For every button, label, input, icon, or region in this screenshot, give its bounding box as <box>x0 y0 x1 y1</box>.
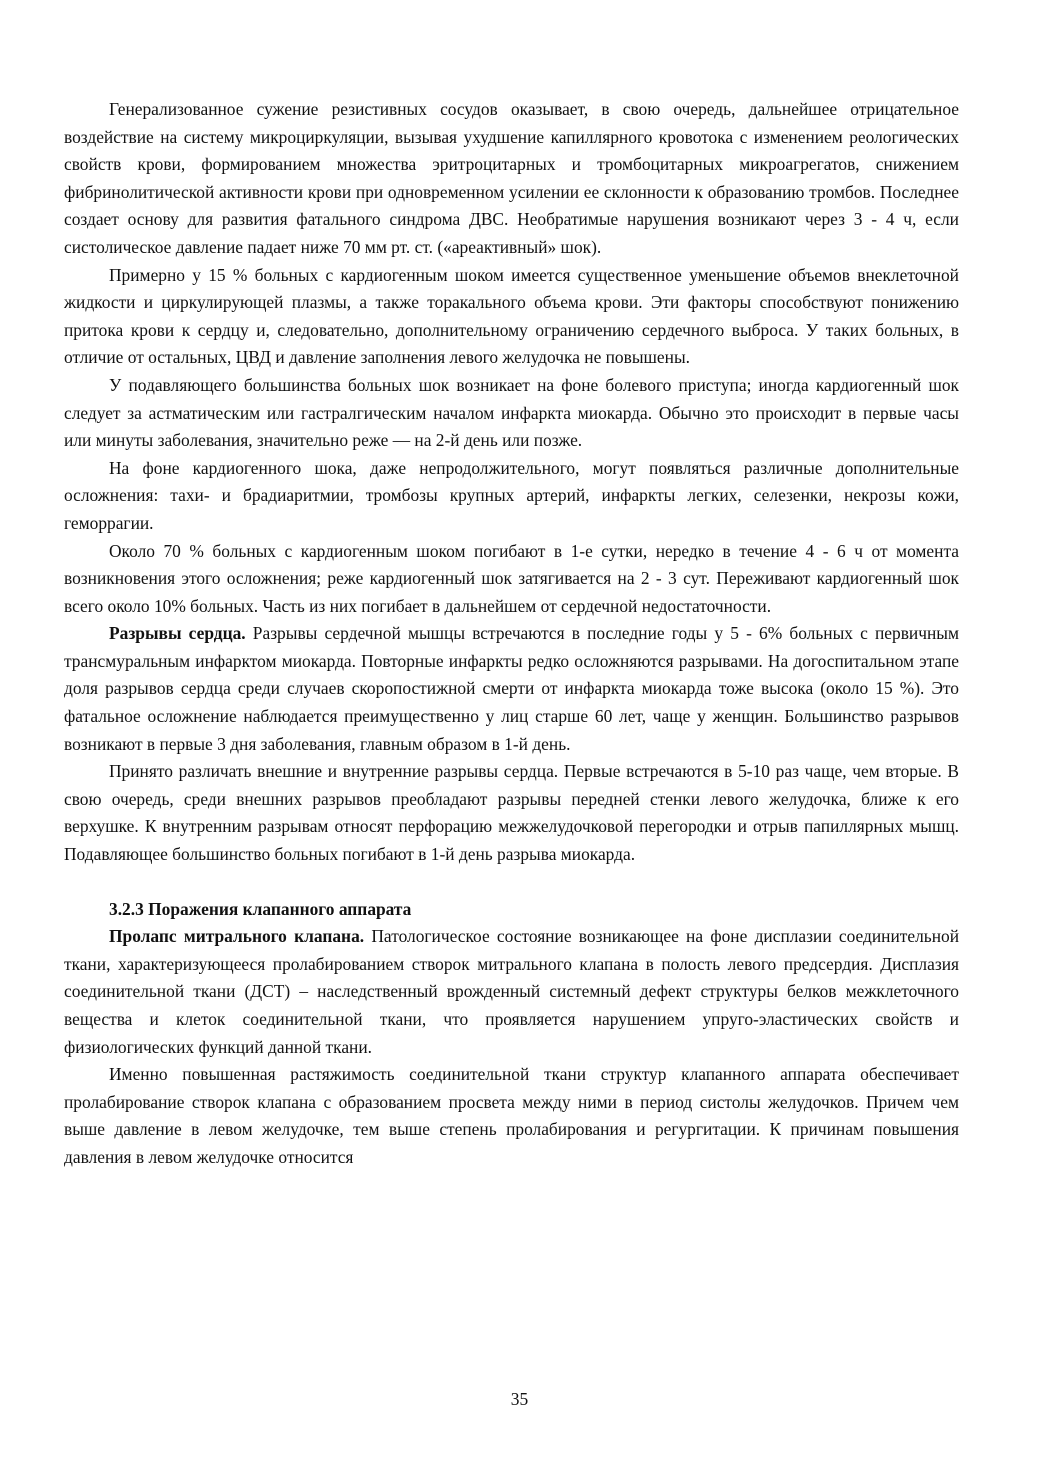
paragraph-lead-term: Пролапс митрального клапана. <box>109 926 365 947</box>
paragraph-shock-onset <box>64 372 959 455</box>
paragraph-text: У подавляющего большинства больных шок возникает на фоне болевого приступа; иногда кардиогенный шок следует за астматическим или гастралгическим началом инфаркта миокарда. Обычно это происходит в первые часы или минуты заболевания, значительно реже — на 2-й день или позже. <box>64 374 959 451</box>
paragraph-heart-ruptures <box>64 620 959 758</box>
paragraph-text: Именно повышенная растяжимость соединительной ткани структур клапанного аппарата обеспечивает пролабирование створок клапана с образованием просвета между ними в период систолы желудочков. Причем чем выше давление в левом желудочке, тем выше степень пролабирования и регургитации. К причинам повышения давления в левом желудочке относится <box>64 1064 959 1167</box>
paragraph-mortality <box>64 538 959 621</box>
paragraph-complications <box>64 455 959 538</box>
paragraph-rupture-types <box>64 758 959 868</box>
section-heading: 3.2.3 Поражения клапанного аппарата <box>109 898 412 919</box>
paragraph-text: Генерализованное сужение резистивных сосудов оказывает, в свою очередь, дальнейшее отрицательное воздействие на систему микроциркуляции, вызывая ухудшение капиллярного кровотока с изменением реологических свойств крови, формированием множества эритроцитарных и тромбоцитарных микроагрегатов, снижением фибринолитической активности крови при одновременном усилении ее склонности к образованию тромбов. Последнее создает основу для развития фатального синдрома ДВС. Необратимые нарушения возникают через 3 - 4 ч, если систолическое давление падает ниже 70 мм рт. ст. («ареактивный» шок). <box>64 99 959 257</box>
paragraph-text: Разрывы сердечной мышцы встречаются в последние годы у 5 - 6% больных с первичным трансмуральным инфарктом миокарда. Повторные инфаркты редко осложняются разрывами. На догоспитальном этапе доля разрывов сердца среди случаев скоропостижной смерти от инфаркта миокарда тоже высока (около 15 %). Это фатальное осложнение наблюдается преимущественно у лиц старше 60 лет, чаще у женщин. Большинство разрывов возникают в первые 3 дня заболевания, главным образом в 1-й день. <box>64 623 959 754</box>
paragraph-hypovolemia <box>64 262 959 372</box>
paragraph-text: Примерно у 15 % больных с кардиогенным шоком имеется существенное уменьшение объемов внеклеточной жидкости и циркулирующей плазмы, а также торакального объема крови. Эти факторы способствуют понижению притока крови к сердцу и, следовательно, дополнительному ограничению сердечного выброса. У таких больных, в отличие от остальных, ЦВД и давление заполнения левого желудочка не повышены. <box>64 264 959 368</box>
page-number: 35 <box>510 1389 529 1409</box>
document-page <box>64 96 959 1172</box>
paragraph-lead-term: Разрывы сердца. <box>109 623 246 644</box>
paragraph-text: Патологическое состояние возникающее на фоне дисплазии соединительной ткани, характеризующееся пролабированием створок митрального клапана в полость левого предсердия. Дисплазия соединительной ткани (ДСТ) – наследственный врожденный системный дефект структуры белков межклеточного вещества и клеток соединительной ткани, что проявляется нарушением упруго-эластических свойств и физиологических функций данной ткани. <box>64 926 960 1057</box>
paragraph-text: На фоне кардиогенного шока, даже непродолжительного, могут появляться различные дополнительные осложнения: тахи- и брадиаритмии, тромбозы крупных артерий, инфаркты легких, селезенки, некрозы кожи, геморрагии. <box>64 457 959 533</box>
paragraph-valve-extensibility <box>64 1061 959 1171</box>
paragraph-text: Около 70 % больных с кардиогенным шоком погибают в 1-е сутки, нередко в течение 4 - 6 ч от момента возникновения этого осложнения; реже кардиогенный шок затягивается на 2 - 3 сут. Переживают кардиогенный шок всего около 10% больных. Часть из них погибает в дальнейшем от сердечной недостаточности. <box>64 540 959 616</box>
paragraph-mitral-prolapse <box>64 923 959 1061</box>
paragraph-dic-progression <box>64 96 959 262</box>
paragraph-text: Принято различать внешние и внутренние разрывы сердца. Первые встречаются в 5-10 раз чаще, чем вторые. В свою очередь, среди внешних разрывов преобладают разрывы передней стенки левого желудочка, ближе к его верхушке. К внутренним разрывам относят перфорацию межжелудочковой перегородки и отрыв папиллярных мышц. Подавляющее большинство больных погибают в 1-й день разрыва миокарда. <box>64 761 959 865</box>
